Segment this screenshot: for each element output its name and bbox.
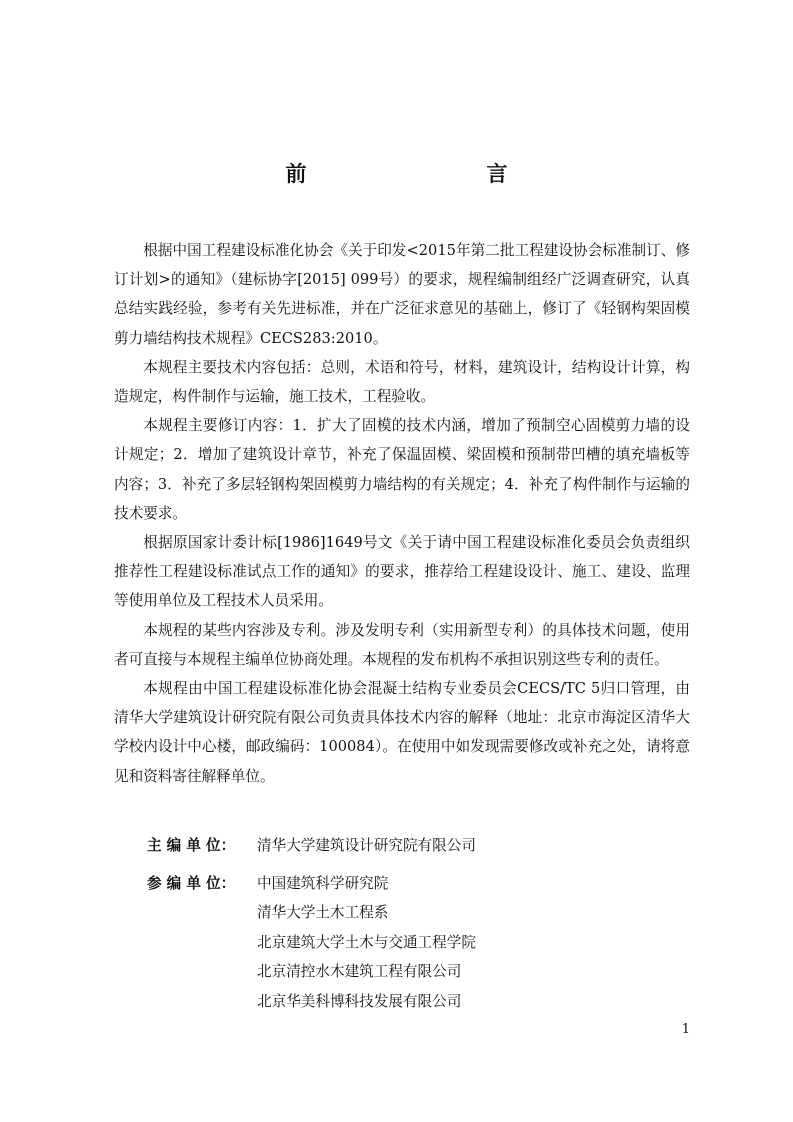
page-title: 前 言 — [285, 161, 554, 186]
participating-units-list — [257, 869, 476, 1010]
participating-units-label: 参 编 单 位： — [147, 874, 236, 892]
participating-unit-3: 北京建筑大学土木与交通工程学院 — [257, 933, 476, 951]
chief-unit-row — [147, 831, 476, 861]
paragraph-6: 本规程由中国工程建设标准化协会混凝土结构专业委员会CECS/TC 5归口管理，由清华大学建筑设计研究院有限公司负责具体技术内容的解释（地址：北京市海淀区清华大学校内设计中心楼，邮政编码：100084）。在使用中如发现需要修改或补充之处，请将意见和资料寄往解释单位。 — [114, 680, 690, 785]
participating-unit-5: 北京华美科博科技发展有限公司 — [257, 992, 462, 1010]
paragraph-2: 本规程主要技术内容包括：总则，术语和符号，材料，建筑设计，结构设计计算，构造规定，构件制作与运输，施工技术，工程验收。 — [114, 358, 690, 406]
participating-unit-2: 清华大学土木工程系 — [257, 904, 389, 922]
preface-body — [114, 236, 690, 791]
participating-unit-1: 中国建筑科学研究院 — [257, 874, 389, 892]
participating-unit-4: 北京清控水木建筑工程有限公司 — [257, 963, 462, 981]
editing-units — [147, 831, 476, 1010]
chief-unit-list — [257, 831, 476, 861]
participating-units-row — [147, 869, 476, 1010]
paragraph-5: 本规程的某些内容涉及专利。涉及发明专利（实用新型专利）的具体技术问题，使用者可直接与本规程主编单位协商处理。本规程的发布机构不承担识别这些专利的责任。 — [114, 621, 690, 668]
units-gap — [147, 861, 476, 869]
paragraph-1: 根据中国工程建设标准化协会《关于印发<2015年第二批工程建设协会标准制订、修订计划>的通知》（建标协字[2015] 099号）的要求，规程编制组经广泛调查研究，认真总结实践经验，参考有关先进标准，并在广泛征求意见的基础上，修订了《轻钢构架固模剪力墙结构技术规程》CECS283:2010。 — [114, 242, 690, 347]
chief-unit-label: 主 编 单 位： — [147, 837, 236, 854]
chief-unit-name: 清华大学建筑设计研究院有限公司 — [257, 837, 476, 854]
paragraph-4: 根据原国家计委计标[1986]1649号文《关于请中国工程建设标准化委员会负责组织推荐性工程建设标准试点工作的通知》的要求，推荐给工程建设设计、施工、建设、监理等使用单位及工程技术人员采用。 — [114, 534, 690, 610]
paragraph-3: 本规程主要修订内容：1．扩大了固模的技术内涵，增加了预制空心固模剪力墙的设计规定；2．增加了建筑设计章节，补充了保温固模、梁固模和预制带凹槽的填充墙板等内容；3．补充了多层轻钢构架固模剪力墙结构的有关规定；4．补充了构件制作与运输的技术要求。 — [114, 417, 690, 522]
page-number: 1 — [681, 1022, 690, 1037]
